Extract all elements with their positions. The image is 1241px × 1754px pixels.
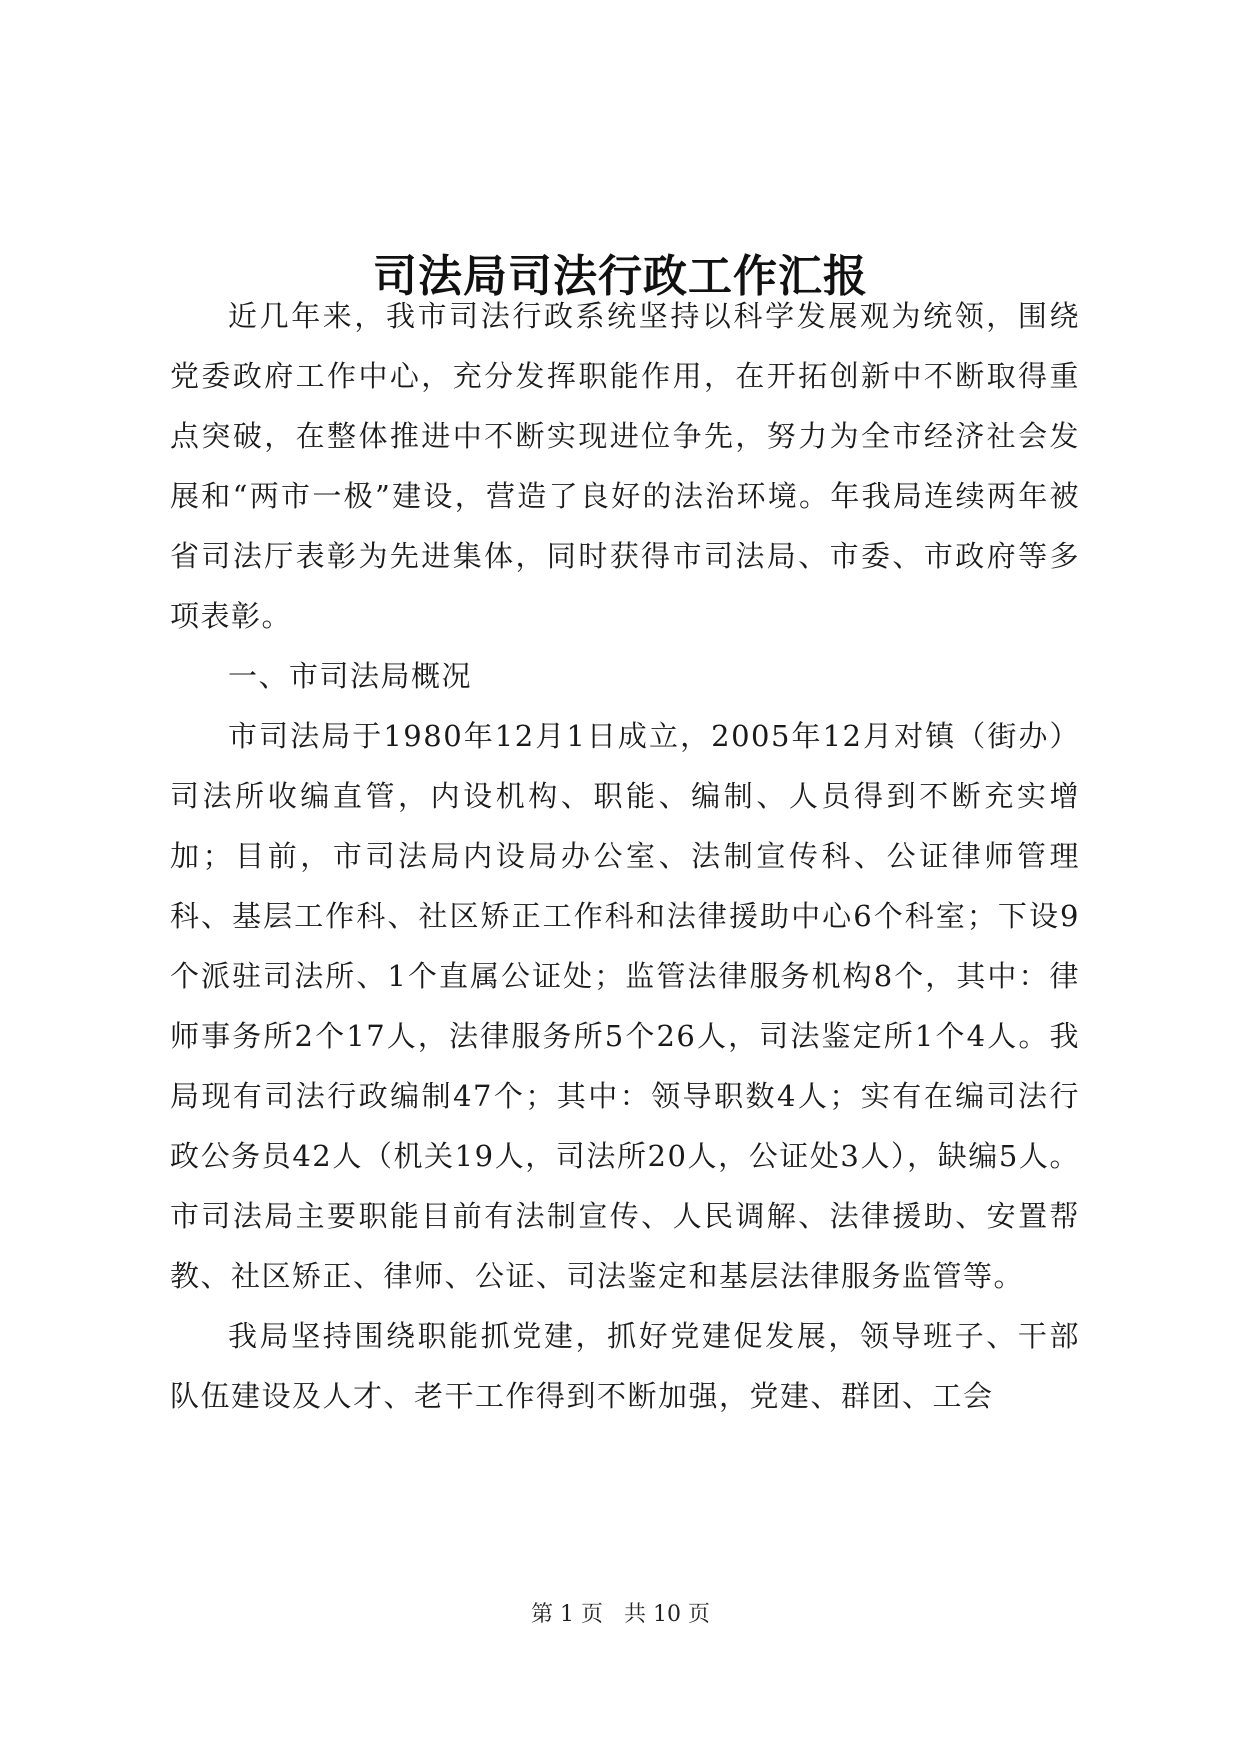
document-body (170, 286, 1080, 1426)
page-footer (0, 1600, 1241, 1630)
document-title: 司法局司法行政工作汇报 (373, 251, 868, 303)
paragraph-party-building: 我局坚持围绕职能抓党建，抓好党建促发展，领导班子、干部队伍建设及人才、老干工作得到不断加强，党建、群团、工会 (170, 1319, 1080, 1413)
page-total: 共 10 页 (624, 1602, 710, 1627)
paragraph-intro: 近几年来，我市司法行政系统坚持以科学发展观为统领，围绕党委政府工作中心，充分发挥职能作用，在开拓创新中不断取得重点突破，在整体推进中不断实现进位争先，努力为全市经济社会发展和“两市一极”建设，营造了良好的法治环境。年我局连续两年被省司法厅表彰为先进集体，同时获得市司法局、市委、市政府等多项表彰。 (170, 299, 1080, 633)
section-heading-overview: 一、市司法局概况 (228, 659, 473, 693)
page-number: 第 1 页 (531, 1602, 603, 1627)
paragraph-overview: 市司法局于1980年12月1日成立，2005年12月对镇（街办）司法所收编直管，内设机构、职能、编制、人员得到不断充实增加；目前，市司法局内设局办公室、法制宣传科、公证律师管理科、基层工作科、社区矫正工作科和法律援助中心6个科室；下设9个派驻司法所、1个直属公证处；监管法律服务机构8个，其中：律师事务所2个17人，法律服务所5个26人，司法鉴定所1个4人。我局现有司法行政编制47个；其中：领导职数4人；实有在编司法行政公务员42人（机关19人，司法所20人，公证处3人），缺编5人。市司法局主要职能目前有法制宣传、人民调解、法律援助、安置帮教、社区矫正、律师、公证、司法鉴定和基层法律服务监管等。 (170, 719, 1080, 1293)
